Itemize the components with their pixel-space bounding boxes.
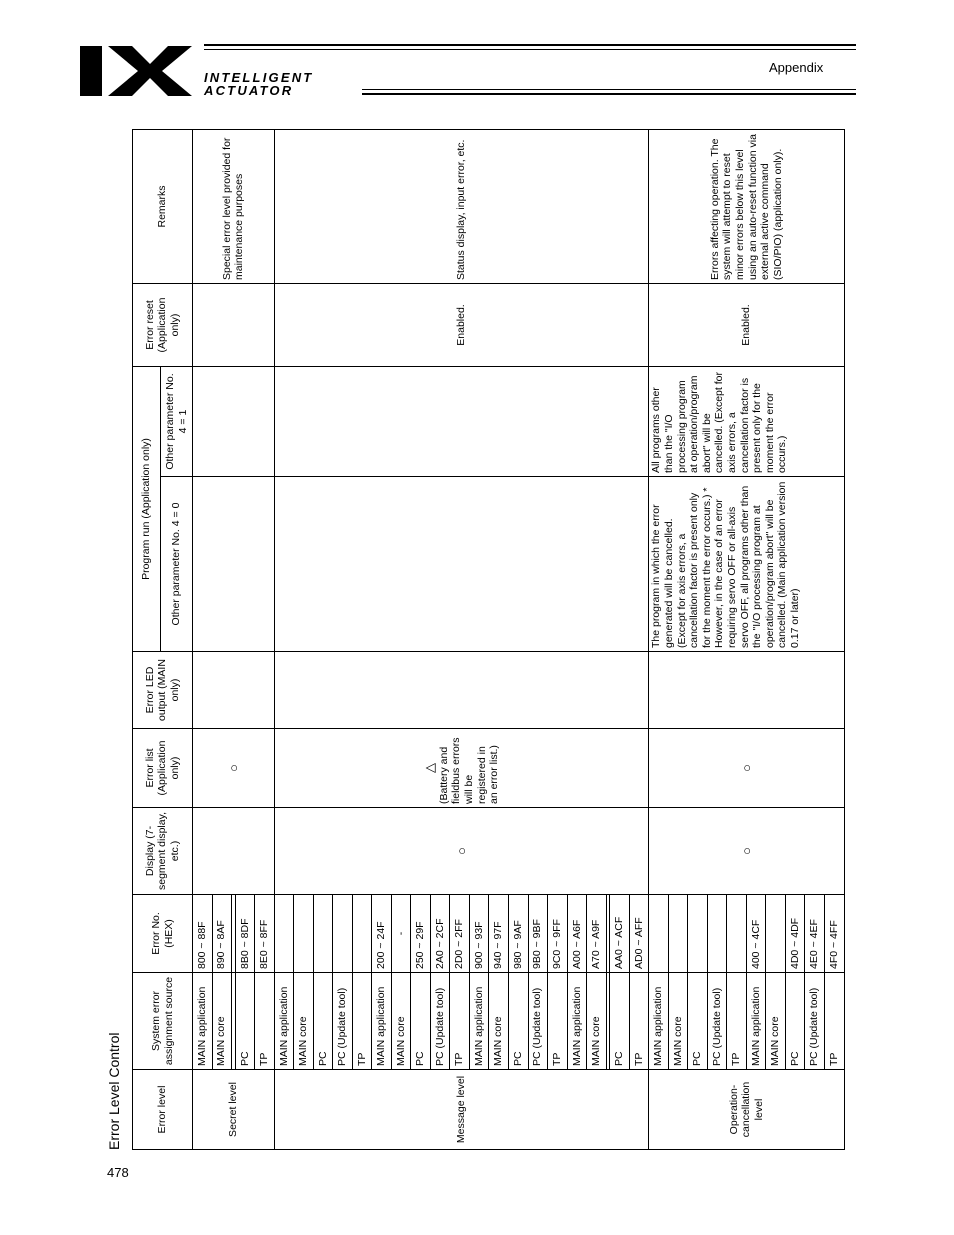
message-remarks: Status display, input error, etc. xyxy=(274,130,649,284)
triangle-icon: △ xyxy=(422,763,438,773)
level-secret: Secret level xyxy=(193,1070,275,1150)
source-cell: TP xyxy=(450,973,470,1070)
error-no-cell: 2D0 ~ 2FF xyxy=(450,895,470,973)
header-display: Display (7-segment display, etc.) xyxy=(133,808,193,895)
error-no-cell: 4D0 ~ 4DF xyxy=(785,895,805,973)
error-no-cell xyxy=(707,895,727,973)
error-no-cell: A00 ~ A6F xyxy=(567,895,587,973)
source-cell: MAIN core xyxy=(766,973,786,1070)
source-cell: MAIN core xyxy=(489,973,509,1070)
message-reset: Enabled. xyxy=(274,284,649,367)
error-no-cell: 900 ~ 93F xyxy=(469,895,489,973)
error-no-cell xyxy=(668,895,688,973)
message-display: ○ xyxy=(274,808,649,895)
message-param1 xyxy=(274,367,649,477)
message-led xyxy=(274,652,649,729)
error-no-cell xyxy=(352,895,372,973)
source-cell: MAIN core xyxy=(391,973,411,1070)
secret-led xyxy=(193,652,275,729)
source-cell: TP xyxy=(255,973,275,1070)
ix-logo-icon xyxy=(78,44,198,98)
header-rule-bottom-thin xyxy=(362,89,856,90)
section-label: Appendix xyxy=(769,60,824,75)
source-cell: PC (Update tool) xyxy=(430,973,450,1070)
error-no-cell xyxy=(274,895,294,973)
source-cell: TP xyxy=(352,973,372,1070)
error-no-cell: 4E0 ~ 4EF xyxy=(805,895,825,973)
level-cancel: Operation-cancellation level xyxy=(649,1070,845,1150)
message-error-list-note: (Battery and fieldbus errors will be registered in an error list.) xyxy=(437,737,501,804)
error-no-cell: 400 ~ 4CF xyxy=(746,895,766,973)
source-cell: MAIN application xyxy=(567,973,587,1070)
page-number: 478 xyxy=(107,1165,129,1180)
source-cell: TP xyxy=(629,973,649,1070)
error-no-cell: 9B0 ~ 9BF xyxy=(528,895,548,973)
level-message: Message level xyxy=(274,1070,649,1150)
cancel-error-list: ○ xyxy=(649,729,845,808)
message-param0 xyxy=(274,477,649,652)
error-no-cell xyxy=(649,895,669,973)
cancel-remarks: Errors affecting operation. The system will attempt to reset minor errors below this level using an auto-reset function via external active command (SIO/PIO) (application only). xyxy=(649,130,845,284)
header-rule-bottom xyxy=(362,93,856,95)
source-cell: MAIN application xyxy=(274,973,294,1070)
secret-remarks: Special error level provided for maintenance purposes xyxy=(193,130,275,284)
error-no-cell xyxy=(727,895,747,973)
error-no-cell: AD0 ~ AFF xyxy=(629,895,649,973)
error-no-cell: 200 ~ 24F xyxy=(372,895,392,973)
error-no-cell: 940 ~ 97F xyxy=(489,895,509,973)
message-error-list xyxy=(274,729,649,808)
error-no-cell: A70 ~ A9F xyxy=(587,895,607,973)
error-no-cell: AA0 ~ ACF xyxy=(610,895,630,973)
brand-line-2: ACTUATOR xyxy=(204,83,294,98)
source-cell: MAIN core xyxy=(212,973,232,1070)
cancel-led xyxy=(649,652,845,729)
error-no-cell xyxy=(766,895,786,973)
error-no-cell xyxy=(688,895,708,973)
source-cell: TP xyxy=(727,973,747,1070)
secret-display xyxy=(193,808,275,895)
source-cell: MAIN application xyxy=(746,973,766,1070)
source-cell: PC xyxy=(235,973,255,1070)
source-cell: PC (Update tool) xyxy=(707,973,727,1070)
source-cell: MAIN application xyxy=(372,973,392,1070)
source-cell: PC (Update tool) xyxy=(333,973,353,1070)
error-no-cell: 980 ~ 9AF xyxy=(509,895,529,973)
error-no-cell xyxy=(294,895,314,973)
header-source: System error assignment source xyxy=(133,973,193,1070)
error-no-cell: 9C0 ~ 9FF xyxy=(548,895,568,973)
source-cell: PC (Update tool) xyxy=(528,973,548,1070)
header-error-no: Error No. (HEX) xyxy=(133,895,193,973)
source-cell: PC xyxy=(610,973,630,1070)
source-cell: MAIN core xyxy=(587,973,607,1070)
header-led: Error LED output (MAIN only) xyxy=(133,652,193,729)
rotated-table-container xyxy=(106,130,845,1150)
error-no-cell xyxy=(313,895,333,973)
error-level-table xyxy=(132,129,845,1150)
error-no-cell xyxy=(333,895,353,973)
cancel-reset: Enabled. xyxy=(649,284,845,367)
error-no-cell: 4F0 ~ 4FF xyxy=(825,895,845,973)
secret-param0 xyxy=(193,477,275,652)
header-rule-top-thin xyxy=(204,49,856,50)
header-rule-top xyxy=(204,44,856,46)
company-logo xyxy=(78,44,198,103)
error-no-cell: 800 ~ 88F xyxy=(193,895,213,973)
header-error-level: Error level xyxy=(133,1070,193,1150)
cancel-display: ○ xyxy=(649,808,845,895)
source-cell: MAIN application xyxy=(469,973,489,1070)
source-cell: TP xyxy=(825,973,845,1070)
source-cell: TP xyxy=(548,973,568,1070)
error-no-cell: 8E0 ~ 8FF xyxy=(255,895,275,973)
error-no-cell: 890 ~ 8AF xyxy=(212,895,232,973)
source-cell: PC xyxy=(688,973,708,1070)
secret-param1 xyxy=(193,367,275,477)
header-param0: Other parameter No. 4 = 0 xyxy=(161,477,193,652)
brand-line-1: INTELLIGENT xyxy=(204,70,314,85)
secret-reset xyxy=(193,284,275,367)
error-no-cell: 250 ~ 29F xyxy=(411,895,431,973)
source-cell: MAIN core xyxy=(294,973,314,1070)
source-cell: MAIN application xyxy=(649,973,669,1070)
header-error-list: Error list (Application only) xyxy=(133,729,193,808)
source-cell: MAIN application xyxy=(193,973,213,1070)
secret-error-list: ○ xyxy=(193,729,275,808)
source-cell: PC xyxy=(785,973,805,1070)
error-no-cell: 2A0 ~ 2CF xyxy=(430,895,450,973)
header-program-run: Program run (Application only) xyxy=(133,367,161,652)
source-cell: PC xyxy=(411,973,431,1070)
source-cell: MAIN core xyxy=(668,973,688,1070)
error-no-cell: 8B0 ~ 8DF xyxy=(235,895,255,973)
cancel-param0: The program in which the error generated will be cancelled. (Except for axis errors, a cancellation factor is present only for the moment the error occurs.) * However, in the case of an error requiring servo OFF or all-axis servo OFF, all programs other than the "I/O processing program at operation/program abort" will be cancelled. (Main application version 0.17 or later) xyxy=(649,477,845,652)
source-cell: PC xyxy=(313,973,333,1070)
error-no-cell: - xyxy=(391,895,411,973)
source-cell: PC xyxy=(509,973,529,1070)
header-param1: Other parameter No. 4 = 1 xyxy=(161,367,193,477)
source-cell: PC (Update tool) xyxy=(805,973,825,1070)
table-caption: Error Level Control xyxy=(106,1032,122,1150)
cancel-param1: All programs other than the "I/O processing program at operation/program abort" will be cancelled. (Except for axis errors, a cancellation factor is present only for the moment the error occurs.) xyxy=(649,367,845,477)
header-reset: Error reset (Application only) xyxy=(133,284,193,367)
header-remarks: Remarks xyxy=(133,130,193,284)
